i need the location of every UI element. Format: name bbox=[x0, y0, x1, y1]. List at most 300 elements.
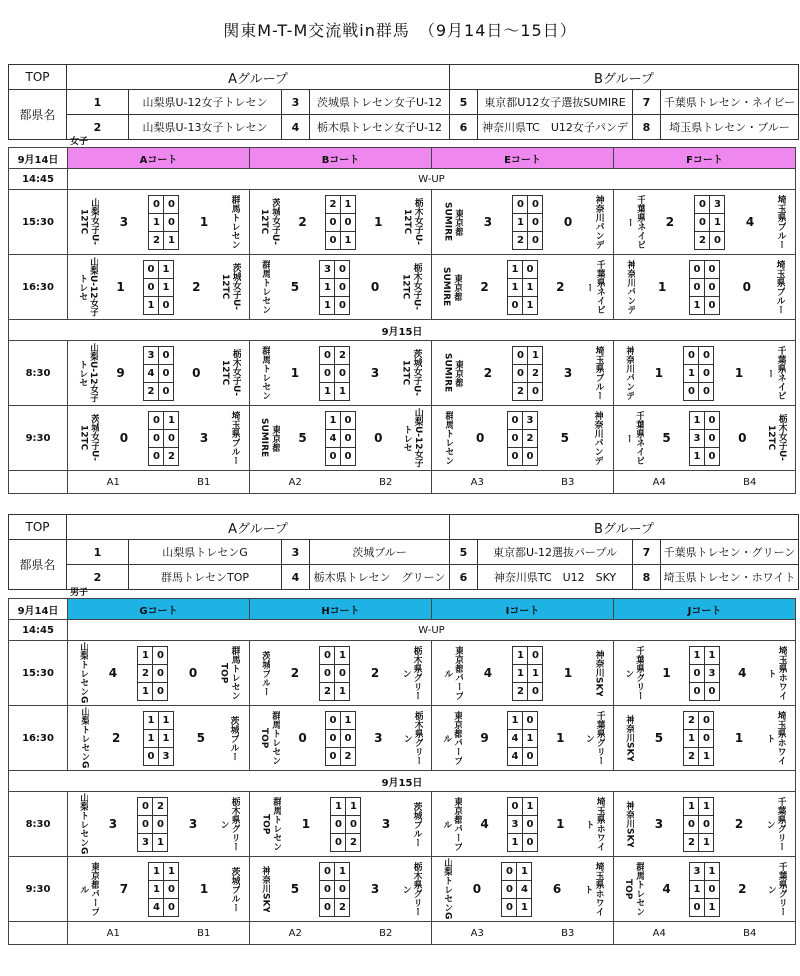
period-score-away: 1 bbox=[340, 195, 355, 213]
match-cell bbox=[250, 255, 432, 320]
away-total: 5 bbox=[196, 731, 205, 745]
period-scores bbox=[325, 411, 356, 466]
match-cell bbox=[68, 406, 250, 471]
period-scores bbox=[143, 260, 174, 315]
match-cell bbox=[432, 792, 614, 857]
team-name: 茨城県トレセン女子U-12 bbox=[310, 90, 450, 115]
away-team: 埼玉県ブルー bbox=[774, 260, 785, 314]
away-total: 2 bbox=[556, 280, 565, 294]
period-score-away: 0 bbox=[704, 447, 719, 465]
period-score-away: 2 bbox=[153, 797, 168, 815]
away-total: 3 bbox=[370, 882, 380, 896]
slot-time: 9:30 bbox=[9, 857, 68, 922]
match-cell bbox=[614, 857, 796, 922]
away-team: 山梨U-12女子トレセ bbox=[401, 408, 423, 468]
period-score-away: 3 bbox=[710, 195, 725, 213]
period-score-home: 0 bbox=[149, 195, 164, 213]
period-score-away: 0 bbox=[346, 815, 361, 833]
period-scores bbox=[319, 646, 350, 701]
period-score-away: 0 bbox=[164, 213, 179, 231]
away-team: 栃木県グリーン bbox=[400, 646, 422, 700]
period-scores bbox=[683, 711, 714, 766]
period-scores bbox=[683, 797, 714, 852]
home-total: 0 bbox=[119, 431, 129, 445]
away-team: 千葉県ネイビー bbox=[764, 346, 786, 400]
period-scores bbox=[689, 862, 720, 917]
period-score-home: 1 bbox=[689, 646, 704, 664]
match-cell bbox=[250, 406, 432, 471]
footer-label: B2 bbox=[379, 476, 393, 488]
period-score-home: 2 bbox=[149, 231, 164, 249]
period-score-home: 0 bbox=[689, 664, 704, 682]
team-name: 山梨県U-12女子トレセン bbox=[129, 90, 282, 115]
period-score-home: 0 bbox=[320, 346, 335, 364]
period-score-away: 0 bbox=[522, 747, 537, 765]
period-score-home: 2 bbox=[513, 382, 528, 400]
period-score-home: 0 bbox=[320, 664, 335, 682]
period-score-home: 0 bbox=[502, 880, 517, 898]
period-score-away: 3 bbox=[158, 747, 173, 765]
period-score-home: 2 bbox=[684, 747, 699, 765]
period-score-away: 1 bbox=[340, 711, 355, 729]
match-cell bbox=[432, 857, 614, 922]
period-score-away: 0 bbox=[340, 411, 355, 429]
period-score-home: 0 bbox=[143, 747, 158, 765]
team-number: 5 bbox=[450, 540, 478, 565]
match-cell bbox=[250, 190, 432, 255]
period-score-away: 0 bbox=[704, 260, 719, 278]
period-score-away: 3 bbox=[522, 411, 537, 429]
home-team: 東京都パープル bbox=[442, 646, 464, 700]
home-team: 山梨トレセンG bbox=[79, 707, 90, 769]
match-cell bbox=[432, 706, 614, 771]
court-header: Jコート bbox=[614, 599, 796, 620]
footer-label: A4 bbox=[652, 927, 666, 939]
home-total: 4 bbox=[662, 882, 671, 896]
period-score-home: 3 bbox=[143, 346, 158, 364]
home-total: 2 bbox=[480, 280, 489, 294]
away-total: 3 bbox=[188, 817, 198, 831]
home-total: 0 bbox=[472, 882, 482, 896]
period-score-away: 0 bbox=[153, 682, 168, 700]
period-scores bbox=[143, 711, 174, 766]
footer-label: B4 bbox=[743, 476, 757, 488]
away-team: 埼玉県ホワイト bbox=[764, 711, 786, 765]
period-scores bbox=[325, 195, 356, 250]
away-total: 1 bbox=[734, 366, 744, 380]
slot-time: 16:30 bbox=[9, 255, 68, 320]
period-scores bbox=[501, 862, 532, 917]
match-cell bbox=[432, 641, 614, 706]
away-team: 茨城女子U-12TC bbox=[219, 263, 241, 311]
period-score-home: 0 bbox=[143, 260, 158, 278]
period-score-home: 0 bbox=[502, 898, 517, 916]
period-score-away: 1 bbox=[335, 682, 350, 700]
period-scores bbox=[507, 411, 538, 466]
away-team: 栃木県グリーン bbox=[218, 797, 240, 851]
period-score-home: 1 bbox=[149, 862, 164, 880]
home-team: 山梨トレセンG bbox=[442, 858, 453, 920]
home-total: 9 bbox=[480, 731, 489, 745]
home-total: 9 bbox=[116, 366, 125, 380]
away-total: 1 bbox=[199, 882, 209, 896]
wup-time: 14:45 bbox=[9, 169, 68, 190]
team-number: 1 bbox=[67, 90, 129, 115]
home-total: 1 bbox=[116, 280, 125, 294]
period-score-away: 1 bbox=[158, 729, 173, 747]
period-score-away: 1 bbox=[335, 862, 350, 880]
away-team: 栃木県グリーン bbox=[401, 711, 423, 765]
time-slot-row bbox=[9, 857, 796, 922]
period-scores bbox=[507, 260, 538, 315]
court-header: Eコート bbox=[432, 148, 614, 169]
male-group-table bbox=[8, 514, 799, 590]
period-score-away: 1 bbox=[164, 231, 179, 249]
away-team: 千葉県グリーン bbox=[765, 862, 787, 916]
period-score-home: 1 bbox=[143, 296, 158, 314]
wup-time: 14:45 bbox=[9, 620, 68, 641]
team-number: 5 bbox=[450, 90, 478, 115]
period-score-away: 0 bbox=[528, 382, 543, 400]
period-scores bbox=[507, 711, 538, 766]
away-team: 神奈川パンデ bbox=[593, 195, 604, 249]
home-total: 1 bbox=[301, 817, 311, 831]
period-score-away: 1 bbox=[517, 898, 532, 916]
away-total: 4 bbox=[738, 666, 747, 680]
match-cell bbox=[614, 792, 796, 857]
period-score-away: 0 bbox=[699, 346, 714, 364]
period-score-away: 0 bbox=[704, 296, 719, 314]
group-b-header: Bグループ bbox=[450, 65, 799, 90]
period-score-away: 1 bbox=[699, 797, 714, 815]
period-scores bbox=[148, 411, 179, 466]
period-score-home: 1 bbox=[507, 278, 522, 296]
period-score-away: 1 bbox=[699, 833, 714, 851]
home-total: 7 bbox=[119, 882, 129, 896]
period-score-home: 1 bbox=[138, 646, 153, 664]
period-scores bbox=[689, 260, 720, 315]
period-scores bbox=[683, 346, 714, 401]
team-number: 6 bbox=[450, 565, 478, 590]
period-score-away: 0 bbox=[699, 364, 714, 382]
top-label: TOP bbox=[9, 515, 67, 540]
period-score-away: 1 bbox=[158, 260, 173, 278]
away-total: 2 bbox=[192, 280, 201, 294]
away-team: 埼玉県ホワイト bbox=[582, 862, 604, 916]
period-score-home: 0 bbox=[325, 711, 340, 729]
period-score-away: 1 bbox=[164, 411, 179, 429]
period-score-home: 0 bbox=[507, 296, 522, 314]
home-team: 山梨トレセンG bbox=[78, 793, 89, 855]
away-total: 0 bbox=[742, 280, 751, 294]
time-slot-row bbox=[9, 255, 796, 320]
match-cell bbox=[68, 641, 250, 706]
period-score-home: 3 bbox=[320, 260, 335, 278]
period-scores bbox=[689, 411, 720, 466]
home-team: 東京都SUMIRE bbox=[442, 353, 464, 393]
period-score-home: 0 bbox=[684, 346, 699, 364]
period-score-away: 0 bbox=[522, 447, 537, 465]
period-score-home: 0 bbox=[507, 797, 522, 815]
away-total: 0 bbox=[188, 666, 198, 680]
date-label: 9月14日 bbox=[9, 148, 68, 169]
away-total: 0 bbox=[738, 431, 747, 445]
slot-time: 8:30 bbox=[9, 341, 68, 406]
period-score-home: 1 bbox=[513, 646, 528, 664]
group-row bbox=[9, 90, 799, 115]
period-score-away: 2 bbox=[346, 833, 361, 851]
period-score-home: 0 bbox=[684, 382, 699, 400]
period-score-away: 0 bbox=[158, 364, 173, 382]
home-team: 千葉県ネイビー bbox=[623, 411, 645, 465]
period-scores bbox=[689, 646, 720, 701]
team-number: 4 bbox=[282, 565, 310, 590]
match-cell bbox=[614, 406, 796, 471]
home-team: 神奈川SKY bbox=[260, 865, 271, 913]
away-total: 3 bbox=[381, 817, 391, 831]
period-score-away: 0 bbox=[528, 646, 543, 664]
court-header: Gコート bbox=[68, 599, 250, 620]
date-label: 9月15日 bbox=[9, 320, 796, 341]
time-slot-row bbox=[9, 341, 796, 406]
footer-label: B4 bbox=[743, 927, 757, 939]
match-cell bbox=[614, 706, 796, 771]
period-score-away: 1 bbox=[164, 862, 179, 880]
team-number: 8 bbox=[633, 115, 661, 140]
away-team: 栃木県グリーン bbox=[400, 862, 422, 916]
period-score-home: 0 bbox=[513, 364, 528, 382]
away-team: 茨城ブルー bbox=[411, 801, 422, 847]
period-score-away: 1 bbox=[704, 646, 719, 664]
home-team: 山梨トレセンG bbox=[78, 642, 89, 704]
home-team: 神奈川SKY bbox=[624, 714, 635, 762]
period-score-home: 2 bbox=[320, 682, 335, 700]
period-score-away: 0 bbox=[704, 278, 719, 296]
period-scores bbox=[694, 195, 725, 250]
footer-label: A2 bbox=[288, 927, 302, 939]
match-cell bbox=[68, 792, 250, 857]
period-score-home: 0 bbox=[320, 880, 335, 898]
team-name: 茨城ブルー bbox=[310, 540, 450, 565]
match-cell bbox=[250, 341, 432, 406]
match-cell bbox=[614, 641, 796, 706]
away-team: 神奈川パンデ bbox=[592, 411, 603, 465]
home-total: 5 bbox=[662, 431, 671, 445]
period-score-home: 1 bbox=[138, 682, 153, 700]
team-name: 神奈川県TC U12女子パンデ bbox=[478, 115, 633, 140]
team-name: 山梨県トレセンG bbox=[129, 540, 282, 565]
period-scores bbox=[143, 346, 174, 401]
period-score-away: 0 bbox=[153, 815, 168, 833]
period-score-away: 2 bbox=[522, 429, 537, 447]
match-cell bbox=[68, 706, 250, 771]
period-score-home: 0 bbox=[507, 411, 522, 429]
period-score-home: 0 bbox=[149, 429, 164, 447]
home-team: 群馬トレセン bbox=[260, 260, 271, 314]
period-score-away: 0 bbox=[153, 646, 168, 664]
slot-time: 9:30 bbox=[9, 406, 68, 471]
period-score-away: 0 bbox=[704, 682, 719, 700]
period-score-away: 0 bbox=[335, 664, 350, 682]
period-score-away: 0 bbox=[158, 382, 173, 400]
match-cell bbox=[68, 857, 250, 922]
period-score-away: 0 bbox=[704, 411, 719, 429]
period-score-away: 0 bbox=[522, 260, 537, 278]
team-name: 埼玉県トレセン・ホワイト bbox=[661, 565, 799, 590]
home-team: 千葉県グリーン bbox=[623, 646, 645, 700]
away-team: 埼玉県ホワイト bbox=[765, 646, 787, 700]
home-total: 2 bbox=[290, 666, 300, 680]
period-scores bbox=[330, 797, 361, 852]
period-score-away: 0 bbox=[528, 682, 543, 700]
time-slot-row bbox=[9, 641, 796, 706]
team-number: 8 bbox=[633, 565, 661, 590]
period-score-away: 0 bbox=[164, 195, 179, 213]
period-score-home: 0 bbox=[502, 862, 517, 880]
period-score-away: 0 bbox=[699, 729, 714, 747]
period-score-away: 2 bbox=[528, 364, 543, 382]
pref-label: 都県名 bbox=[9, 540, 67, 590]
away-total: 2 bbox=[738, 882, 747, 896]
home-team: 茨城ブルー bbox=[260, 650, 271, 696]
period-score-home: 4 bbox=[507, 747, 522, 765]
date-label: 9月14日 bbox=[9, 599, 68, 620]
wup-label: W-UP bbox=[68, 620, 796, 641]
period-score-home: 0 bbox=[325, 729, 340, 747]
group-row bbox=[9, 540, 799, 565]
team-name: 東京都U-12選抜パープル bbox=[478, 540, 633, 565]
period-score-away: 0 bbox=[153, 664, 168, 682]
match-cell bbox=[250, 706, 432, 771]
team-number: 7 bbox=[633, 540, 661, 565]
period-score-home: 1 bbox=[684, 797, 699, 815]
court-header: Hコート bbox=[250, 599, 432, 620]
footer-label: A1 bbox=[106, 476, 120, 488]
period-score-home: 0 bbox=[689, 682, 704, 700]
period-score-home: 1 bbox=[149, 213, 164, 231]
away-team: 埼玉県ブルー bbox=[593, 346, 604, 400]
home-total: 1 bbox=[654, 366, 664, 380]
period-score-away: 0 bbox=[164, 429, 179, 447]
away-total: 5 bbox=[560, 431, 569, 445]
away-team: 栃木女子U-12TC bbox=[400, 263, 422, 311]
male-schedule-table bbox=[8, 598, 796, 945]
away-total: 1 bbox=[374, 215, 383, 229]
match-cell bbox=[614, 255, 796, 320]
period-score-away: 0 bbox=[522, 833, 537, 851]
period-scores bbox=[148, 862, 179, 917]
date-label: 9月15日 bbox=[9, 771, 796, 792]
period-score-away: 0 bbox=[340, 447, 355, 465]
top-label: TOP bbox=[9, 65, 67, 90]
away-total: 3 bbox=[563, 366, 573, 380]
period-score-home: 0 bbox=[684, 815, 699, 833]
period-score-home: 0 bbox=[138, 797, 153, 815]
away-total: 0 bbox=[370, 280, 380, 294]
period-score-home: 1 bbox=[684, 729, 699, 747]
period-score-home: 0 bbox=[320, 898, 335, 916]
team-name: 山梨県U-13女子トレセン bbox=[129, 115, 282, 140]
period-score-away: 0 bbox=[522, 815, 537, 833]
home-team: 東京都SUMIRE bbox=[442, 202, 464, 242]
match-cell bbox=[432, 190, 614, 255]
period-score-home: 3 bbox=[689, 429, 704, 447]
period-scores bbox=[137, 797, 168, 852]
period-score-home: 0 bbox=[320, 646, 335, 664]
period-score-away: 1 bbox=[699, 747, 714, 765]
team-name: 群馬トレセンTOP bbox=[129, 565, 282, 590]
home-total: 3 bbox=[108, 817, 118, 831]
period-score-home: 2 bbox=[695, 231, 710, 249]
team-number: 7 bbox=[633, 90, 661, 115]
period-score-away: 0 bbox=[335, 260, 350, 278]
period-score-away: 0 bbox=[335, 364, 350, 382]
female-schedule-table bbox=[8, 147, 796, 494]
period-score-away: 0 bbox=[340, 429, 355, 447]
home-team: 東京都SUMIRE bbox=[441, 267, 463, 307]
female-label: 女子 bbox=[70, 137, 89, 147]
away-team: 群馬トレセンTOP bbox=[218, 646, 240, 700]
match-cell bbox=[614, 341, 796, 406]
period-score-home: 2 bbox=[513, 682, 528, 700]
period-score-home: 2 bbox=[143, 382, 158, 400]
group-row bbox=[9, 565, 799, 590]
footer-label: B3 bbox=[561, 927, 575, 939]
period-score-home: 0 bbox=[513, 346, 528, 364]
group-b-header: Bグループ bbox=[450, 515, 799, 540]
home-total: 2 bbox=[665, 215, 675, 229]
period-scores bbox=[512, 646, 543, 701]
team-number: 4 bbox=[282, 115, 310, 140]
period-score-home: 4 bbox=[325, 429, 340, 447]
period-scores bbox=[507, 797, 538, 852]
home-total: 5 bbox=[298, 431, 307, 445]
period-score-home: 2 bbox=[684, 833, 699, 851]
period-score-away: 1 bbox=[522, 729, 537, 747]
away-total: 1 bbox=[563, 666, 573, 680]
period-score-away: 0 bbox=[704, 429, 719, 447]
period-score-home: 0 bbox=[320, 862, 335, 880]
period-scores bbox=[325, 711, 356, 766]
period-score-home: 4 bbox=[149, 898, 164, 916]
home-team: 群馬トレセン bbox=[443, 411, 454, 465]
period-score-away: 0 bbox=[335, 278, 350, 296]
home-total: 3 bbox=[119, 215, 129, 229]
team-name: 千葉県トレセン・グリーン bbox=[661, 540, 799, 565]
away-team: 神奈川SKY bbox=[593, 649, 604, 697]
period-score-home: 1 bbox=[689, 880, 704, 898]
period-score-away: 0 bbox=[699, 815, 714, 833]
match-cell bbox=[250, 641, 432, 706]
period-score-away: 3 bbox=[704, 664, 719, 682]
home-team: 群馬トレセン bbox=[260, 346, 271, 400]
away-team: 栃木女子U-12TC bbox=[219, 349, 241, 397]
home-total: 1 bbox=[290, 366, 300, 380]
group-a-header: Aグループ bbox=[67, 65, 450, 90]
period-score-away: 1 bbox=[346, 797, 361, 815]
home-team: 茨城女子U-12TC bbox=[259, 198, 281, 246]
period-score-away: 0 bbox=[158, 296, 173, 314]
period-scores bbox=[319, 260, 350, 315]
period-score-home: 0 bbox=[331, 833, 346, 851]
away-total: 1 bbox=[556, 731, 565, 745]
period-score-away: 1 bbox=[522, 278, 537, 296]
home-team: 東京都パープル bbox=[441, 711, 463, 765]
home-team: 千葉県ネイビー bbox=[624, 195, 646, 249]
period-score-home: 1 bbox=[689, 411, 704, 429]
period-score-away: 1 bbox=[528, 346, 543, 364]
period-score-away: 1 bbox=[335, 646, 350, 664]
